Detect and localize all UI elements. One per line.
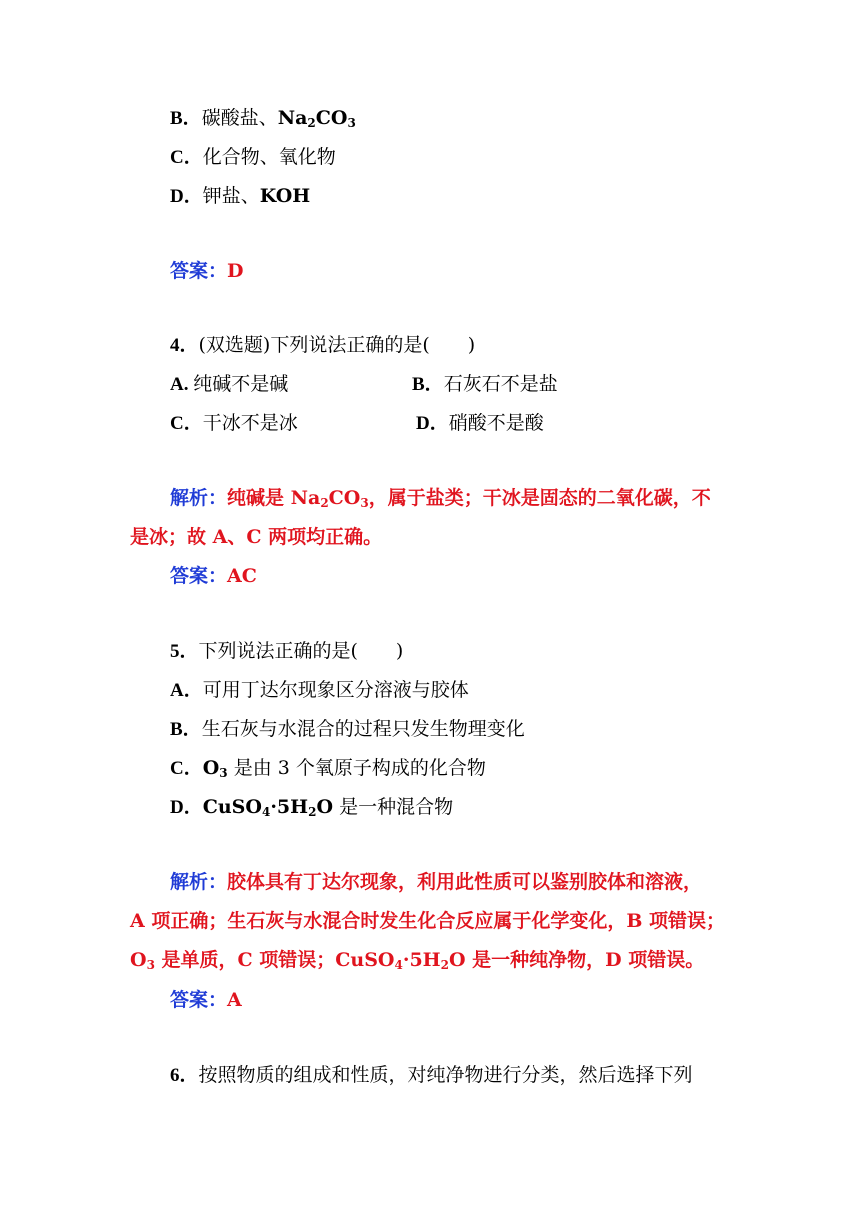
q5-analysis-line3: $O_3$ 是单质，C 项错误；$CuSO_4\cdot 5H_2O$ 是一种纯净物，D 项错误。 <box>130 949 705 972</box>
q5-option-a: A．可用丁达尔现象区分溶液与胶体 <box>170 679 469 701</box>
q5-option-c: C．$O_3$ 是由 3 个氧原子构成的化合物 <box>170 757 486 780</box>
q3-option-d-formula: KOH <box>259 185 311 207</box>
q6-number: 6． <box>170 1065 199 1086</box>
q5-analysis-line2: A 项正确；生石灰与水混合时发生化合反应属于化学变化，B 项错误； <box>130 910 726 932</box>
q3-option-b <box>170 106 356 135</box>
q3-option-c-label: C． <box>170 147 203 168</box>
q4-number: 4． <box>170 335 199 356</box>
q5-stem <box>170 639 403 664</box>
q3-option-d-text: 钾盐、 <box>202 185 260 207</box>
q4-answer <box>170 564 257 588</box>
q3-answer-value: D <box>227 260 244 282</box>
q4-option-a: A. 纯碱不是碱 <box>170 373 289 395</box>
q4-analysis-label: 解析： <box>170 487 228 509</box>
q3-option-b-text: 碳酸盐、 <box>201 107 278 129</box>
q3-answer <box>170 259 244 283</box>
q5-number: 5． <box>170 641 199 662</box>
q5-answer <box>170 988 242 1012</box>
q4-analysis-text1: 纯碱是 $Na_2CO_3$，属于盐类；干冰是固态的二氧化碳，不 <box>227 487 711 510</box>
q6-stem <box>170 1063 693 1088</box>
q3-option-b-label: B． <box>170 108 202 129</box>
q4-option-d: D．硝酸不是酸 <box>416 412 544 434</box>
q5-option-d: D．$CuSO_4\cdot 5H_2O$ 是一种混合物 <box>170 796 454 819</box>
q4-analysis-line1 <box>170 486 711 515</box>
q4-stem-text: (双选题)下列说法正确的是( ) <box>198 334 476 356</box>
q5-option-b: B．生石灰与水混合的过程只发生物理变化 <box>170 718 525 740</box>
q5-answer-label: 答案： <box>170 989 228 1011</box>
q4-answer-label: 答案： <box>170 565 228 587</box>
q3-option-b-formula: $Na_2CO_3$ <box>277 107 356 130</box>
q5-answer-value: A <box>227 989 242 1011</box>
q5-analysis-label: 解析： <box>170 871 228 893</box>
q5-stem-text: 下列说法正确的是( ) <box>198 640 404 662</box>
q6-stem-text: 按照物质的组成和性质，对纯净物进行分类，然后选择下列 <box>198 1064 693 1086</box>
q3-option-d <box>170 184 310 209</box>
q4-options-row1 <box>170 372 288 397</box>
q3-option-d-label: D． <box>170 186 203 207</box>
q4-option-c: C．干冰不是冰 <box>170 412 298 434</box>
q3-option-c <box>170 145 336 170</box>
q4-stem <box>170 333 475 358</box>
q5-analysis-line1: 解析：胶体具有丁达尔现象，利用此性质可以鉴别胶体和溶液， <box>170 871 703 893</box>
q4-analysis-line2: 是冰；故 A、C 两项均正确。 <box>130 526 383 548</box>
q4-option-b: B．石灰石不是盐 <box>412 373 558 395</box>
q3-option-c-text: 化合物、氧化物 <box>202 146 336 168</box>
q3-answer-label: 答案： <box>170 260 228 282</box>
q4-answer-value: AC <box>227 565 257 587</box>
